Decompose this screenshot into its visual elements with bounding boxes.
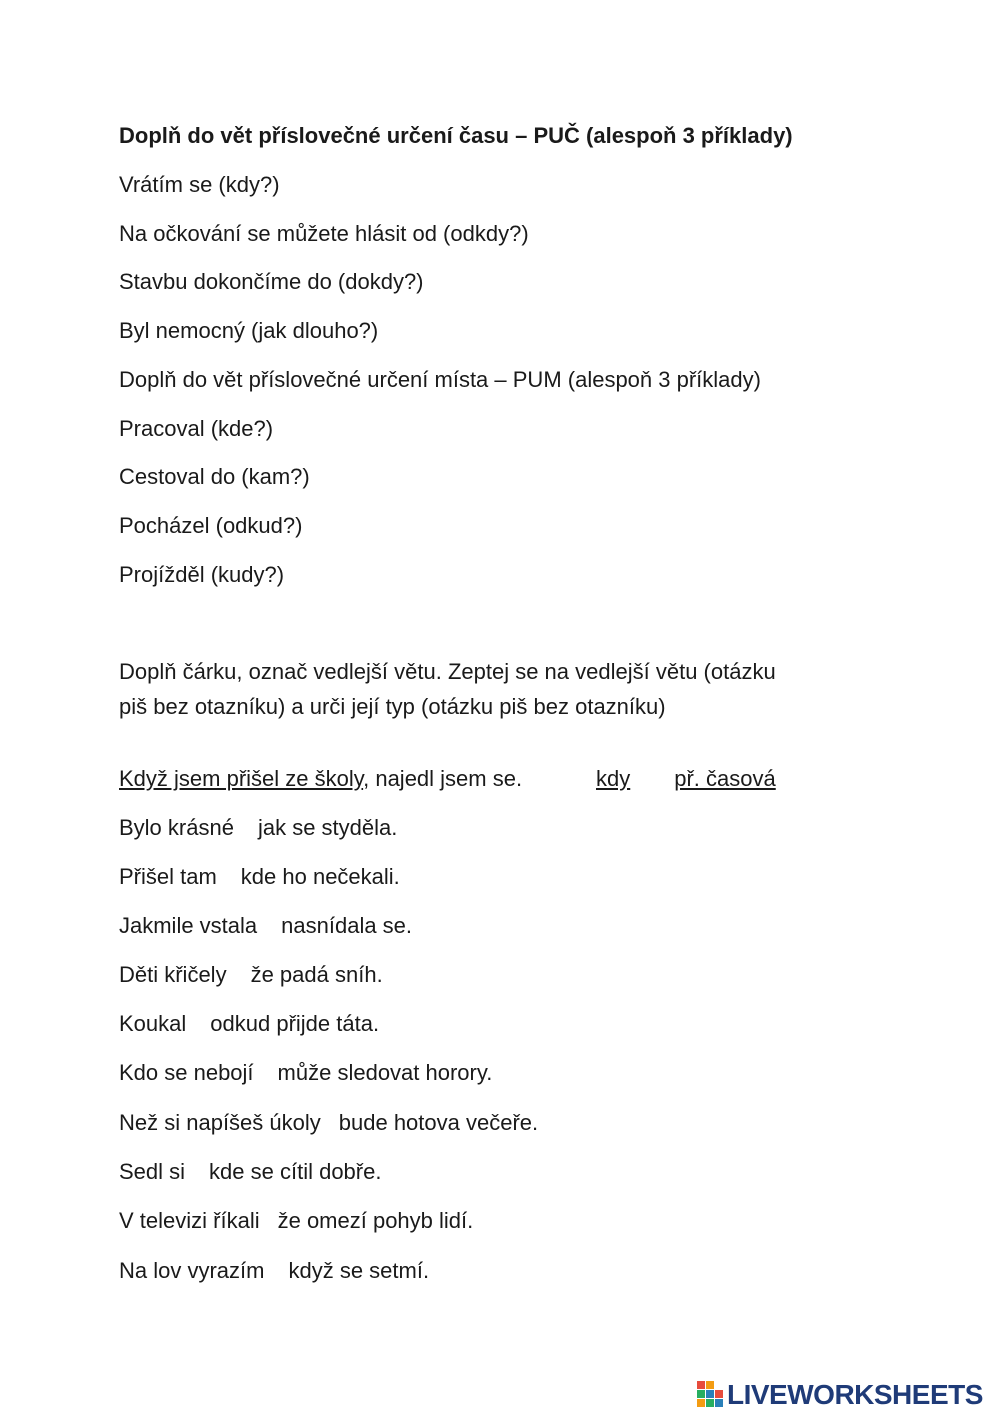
sentence-row xyxy=(119,1058,492,1088)
place-item-3: Pocházel (odkud?) xyxy=(119,513,303,538)
logo-blocks-icon xyxy=(697,1381,725,1409)
clause-instruction-line-1: Doplň čárku, označ vedlejší větu. Zeptej se na vedlejší větu (otázku xyxy=(119,659,776,684)
sentence-sub: nasnídala se. xyxy=(281,913,413,938)
sentence-main: Děti křičely xyxy=(119,962,227,987)
section-place-title: Doplň do vět příslovečné určení místa – PUM (alespoň 3 příklady) xyxy=(119,367,761,392)
example-clause: Když jsem přišel ze školy xyxy=(119,766,364,791)
sentence-main: Bylo krásné xyxy=(119,815,234,840)
place-item-4: Projížděl (kudy?) xyxy=(119,562,285,587)
logo-block xyxy=(706,1399,714,1407)
logo-block xyxy=(715,1399,723,1407)
sentence-row xyxy=(119,813,397,843)
logo-block xyxy=(697,1390,705,1398)
logo-block xyxy=(697,1399,705,1407)
sentence-main: Než si napíšeš úkoly xyxy=(119,1110,321,1135)
time-item-3: Stavbu dokončíme do (dokdy?) xyxy=(119,269,424,294)
logo-block xyxy=(697,1381,705,1389)
sentence-sub: že omezí pohyb lidí. xyxy=(277,1208,474,1233)
logo-block xyxy=(706,1381,714,1389)
example-sentence xyxy=(119,764,522,794)
logo-text: LIVEWORKSHEETS xyxy=(727,1379,983,1410)
time-item-4: Byl nemocný (jak dlouho?) xyxy=(119,318,379,343)
clause-instruction-line-2: piš bez otazníku) a urči její typ (otázku piš bez otazníku) xyxy=(119,694,666,719)
sentence-row xyxy=(119,1256,429,1286)
sentence-row xyxy=(119,862,400,892)
sentence-row xyxy=(119,1108,538,1138)
sentence-sub: odkud přijde táta. xyxy=(210,1011,380,1036)
example-type: př. časová xyxy=(674,766,776,791)
sentence-main: Koukal xyxy=(119,1011,187,1036)
sentence-sub: kde ho nečekali. xyxy=(240,864,400,889)
sentence-main: Na lov vyrazím xyxy=(119,1258,265,1283)
sentence-main: Kdo se nebojí xyxy=(119,1060,254,1085)
sentence-main: Sedl si xyxy=(119,1159,186,1184)
sentence-main: V televizi říkali xyxy=(119,1208,260,1233)
time-item-2: Na očkování se můžete hlásit od (odkdy?) xyxy=(119,221,529,246)
sentence-row xyxy=(119,1206,473,1236)
sentence-row xyxy=(119,911,412,941)
time-item-1: Vrátím se (kdy?) xyxy=(119,172,280,197)
place-item-1: Pracoval (kde?) xyxy=(119,416,274,441)
place-item-2: Cestoval do (kam?) xyxy=(119,464,310,489)
logo-block xyxy=(706,1390,714,1398)
liveworksheets-logo xyxy=(697,1378,983,1412)
sentence-sub: že padá sníh. xyxy=(250,962,383,987)
logo-block xyxy=(715,1390,723,1398)
example-rest: , najedl jsem se. xyxy=(363,766,523,791)
example-answer xyxy=(596,764,776,794)
sentence-sub: kde se cítil dobře. xyxy=(209,1159,382,1184)
sentence-sub: může sledovat horory. xyxy=(277,1060,493,1085)
sentence-row xyxy=(119,960,383,990)
sentence-row xyxy=(119,1009,379,1039)
section-time-title: Doplň do vět příslovečné určení času – PUČ (alespoň 3 příklady) xyxy=(119,123,793,148)
sentence-main: Jakmile vstala xyxy=(119,913,258,938)
sentence-sub: jak se styděla. xyxy=(257,815,398,840)
sentence-row xyxy=(119,1157,381,1187)
sentence-sub: bude hotova večeře. xyxy=(338,1110,539,1135)
sentence-main: Přišel tam xyxy=(119,864,217,889)
sentence-sub: když se setmí. xyxy=(288,1258,430,1283)
example-question: kdy xyxy=(596,766,631,791)
